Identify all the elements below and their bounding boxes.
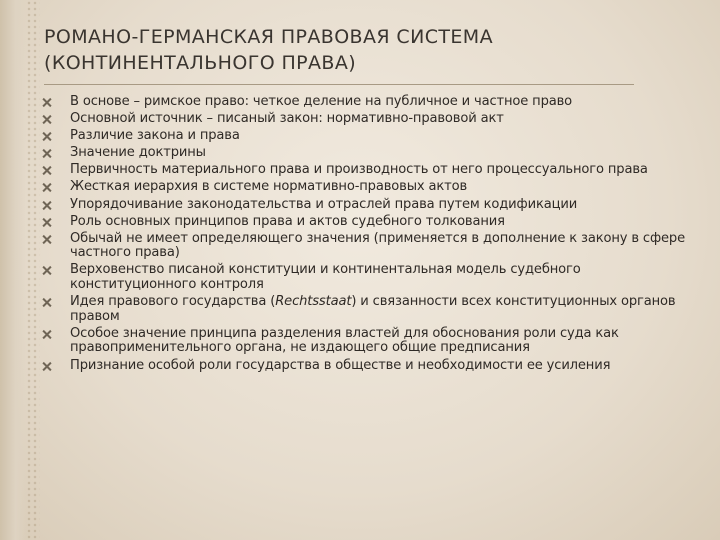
x-mark-icon [42, 201, 51, 210]
bullet-item: Обычай не имеет определяющего значения (применяется в дополнение к закону в сфере частного права) [40, 232, 700, 261]
slide-title [44, 24, 644, 76]
bullet-list [40, 95, 700, 376]
bullet-item: Первичность материального права и производность от него процессуального права [40, 163, 700, 178]
x-mark-icon [42, 362, 51, 371]
x-mark-icon [42, 235, 51, 244]
bullet-item: Различие закона и права [40, 129, 700, 144]
x-mark-icon [42, 330, 51, 339]
bullet-item: Упорядочивание законодательства и отраслей права путем кодификации [40, 198, 700, 213]
left-dotted-pattern [26, 0, 40, 540]
bullet-item: Значение доктрины [40, 146, 700, 161]
x-mark-icon [42, 98, 51, 107]
x-mark-icon [42, 183, 51, 192]
title-underline [44, 84, 634, 85]
x-mark-icon [42, 266, 51, 275]
title-line-2: (КОНТИНЕНТАЛЬНОГО ПРАВА) [44, 52, 357, 74]
x-mark-icon [42, 132, 51, 141]
bullet-item: Верховенство писаной конституции и континентальная модель судебного конституционного контроля [40, 263, 700, 292]
bullet-item: Жесткая иерархия в системе нормативно-правовых актов [40, 180, 700, 195]
bullet-item: Роль основных принципов права и актов судебного толкования [40, 215, 700, 230]
x-mark-icon [42, 218, 51, 227]
x-mark-icon [42, 298, 51, 307]
term-rechtsstaat: Rechtsstaat [275, 294, 352, 310]
bullet-item: Основной источник – писаный закон: нормативно-правовой акт [40, 112, 700, 127]
bullet-item: Особое значение принципа разделения властей для обоснования роли суда как правоприменительного органа, не издающего общие предписания [40, 327, 700, 356]
bullet-item: В основе – римское право: четкое деление на публичное и частное право [40, 95, 700, 110]
x-mark-icon [42, 115, 51, 124]
x-mark-icon [42, 166, 51, 175]
bullet-item: Признание особой роли государства в обществе и необходимости ее усиления [40, 359, 700, 374]
left-decorative-band [0, 0, 26, 540]
title-line-1: РОМАНО-ГЕРМАНСКАЯ ПРАВОВАЯ СИСТЕМА [44, 26, 493, 48]
bullet-item: Идея правового государства (Rechtsstaat) и связанности всех конституционных органов правом [40, 295, 700, 324]
x-mark-icon [42, 149, 51, 158]
